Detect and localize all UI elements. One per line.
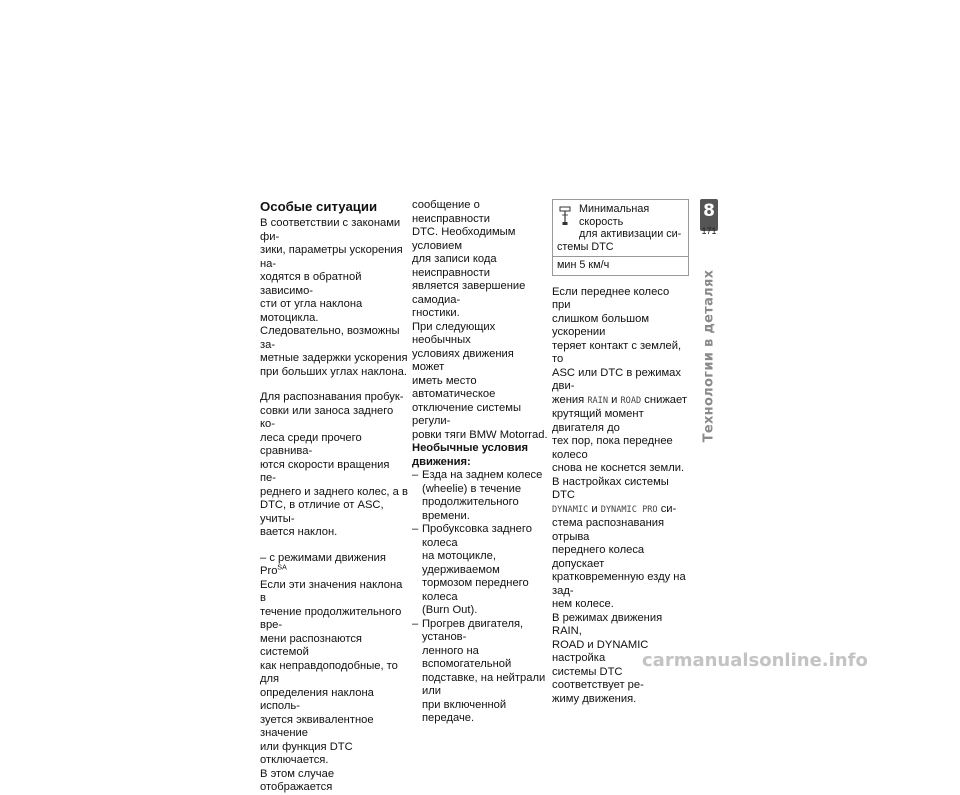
text-line: Если эти значения наклона в: [260, 578, 403, 604]
text-line: отключение системы регули-: [412, 401, 521, 427]
text-line: Пробуксовка заднего колеса: [422, 523, 532, 549]
text-line: крутящий момент двигателя до: [552, 408, 644, 434]
chapter-side-title: Технологии в деталях: [701, 269, 717, 443]
text-line: леса среди прочего сравнива-: [260, 431, 362, 457]
text-line: на мотоцикле, удерживаемом: [422, 550, 500, 576]
text-line: метные задержки ускорения: [260, 352, 408, 364]
infobox-value: мин 5 км/ч: [553, 256, 688, 275]
text-line: совки или заноса заднего ко-: [260, 404, 394, 430]
text-line: является завершение самодиа-: [412, 280, 526, 306]
text-line: мени распознаются системой: [260, 632, 362, 658]
text-line: [552, 503, 676, 515]
list-item: [412, 618, 548, 726]
text-line: переднего колеса допускает: [552, 544, 645, 570]
text-line: В режимах движения RAIN,: [552, 611, 663, 637]
mode-rain-label: RAIN: [587, 395, 609, 406]
list-item: [412, 523, 548, 618]
list-item: [412, 469, 548, 523]
text-fragment: и: [588, 502, 601, 515]
tool-icon: [559, 206, 571, 226]
text-line: для записи кода неисправности: [412, 253, 497, 279]
text-line: При следующих необычных: [412, 320, 496, 346]
mode-condition: [260, 552, 408, 579]
text-line: вается наклон.: [260, 526, 338, 538]
paragraph: [260, 217, 408, 379]
paragraph: [260, 391, 408, 540]
text-line: сообщение о неисправности: [412, 199, 491, 225]
text-line: DTC. Необходимым условием: [412, 226, 516, 252]
text-line: ются скорости вращения пе-: [260, 458, 390, 484]
mode-dynamic-label: DYNAMIC: [552, 504, 589, 515]
text-line: как неправдоподобные, то для: [260, 659, 398, 685]
text-line: (wheelie) в течение: [422, 482, 522, 495]
text-line: снова не коснется земли.: [552, 462, 685, 474]
text-line: Прогрев двигателя, установ-: [422, 617, 524, 643]
dash-bullet: –: [412, 523, 419, 535]
text-line: кратковременную езду на зад-: [552, 571, 686, 597]
text-line: иметь место автоматическое: [412, 374, 496, 400]
text-line: гностики.: [412, 307, 460, 319]
paragraph: [260, 579, 408, 795]
text-line: зуется эквивалентное значение: [260, 713, 374, 739]
spec-infobox: [552, 199, 689, 276]
text-fragment: си-: [657, 502, 677, 515]
subheading: [412, 442, 548, 469]
text-line: жиму движения.: [552, 692, 637, 705]
text-line: течение продолжительного вре-: [260, 605, 402, 631]
text-line: при включенной передаче.: [422, 698, 507, 724]
column-1: [260, 199, 408, 795]
text-line: Для распознавания пробук-: [260, 391, 404, 403]
text-line: продолжительного времени.: [422, 496, 519, 522]
text-line: (Burn Out).: [422, 604, 478, 616]
paragraph: [552, 286, 689, 707]
text-line: тормозом переднего колеса: [422, 577, 529, 603]
text-line: условиях движения может: [412, 347, 514, 373]
subheading-line: Необычные условия: [412, 442, 528, 454]
subheading-line: движения:: [412, 455, 471, 468]
sa-superscript: SA: [277, 564, 287, 572]
text-line: стема распознавания отрыва: [552, 517, 665, 543]
text-line: Следовательно, возможны за-: [260, 325, 400, 351]
text-line: зики, параметры ускорения на-: [260, 244, 403, 270]
dash-bullet: –: [412, 469, 419, 481]
text-line: ходятся в обратной зависимо-: [260, 271, 362, 297]
text-line: нем колесе.: [552, 598, 614, 610]
text-line: теряет контакт с землей, то: [552, 339, 682, 365]
text-line: Если переднее колесо при: [552, 285, 670, 311]
text-line: DTC, в отличие от ASC, учиты-: [260, 499, 384, 525]
text-line: В соответствии с законами фи-: [260, 217, 401, 243]
text-line: В этом случае отображается: [260, 767, 335, 793]
infobox-title: стемы DTC: [557, 240, 614, 253]
paragraph: [412, 199, 548, 442]
dash-bullet: –: [412, 617, 419, 630]
text-line: системы DTC соответствует ре-: [552, 665, 644, 691]
text-line: [552, 394, 687, 406]
text-line: определения наклона исполь-: [260, 686, 374, 712]
text-line: ASC или DTC в режимах дви-: [552, 366, 681, 392]
watermark: carmanualsonline.info: [642, 650, 868, 671]
infobox-header: [553, 200, 688, 256]
column-2: [412, 199, 548, 726]
text-fragment: и: [608, 393, 621, 406]
text-line: Езда на заднем колесе: [422, 469, 543, 481]
page-number: 171: [701, 226, 717, 236]
infobox-title: для активизации си-: [579, 228, 682, 240]
text-fragment: снижает: [641, 393, 687, 406]
text-line: ровки тяги BMW Motorrad.: [412, 428, 548, 441]
column-3: [552, 199, 689, 706]
mode-condition-text: – с режимами движения Pro: [260, 551, 386, 577]
mode-dynamic-pro-label: DYNAMIC PRO: [600, 504, 658, 515]
section-heading: Особые ситуации: [260, 199, 378, 214]
text-fragment: жения: [552, 393, 588, 406]
text-line: ROAD и DYNAMIC настройка: [552, 638, 649, 664]
text-line: В настройках системы DTC: [552, 475, 669, 501]
infobox-title: Минимальная скорость: [579, 203, 650, 228]
text-line: при больших углах наклона.: [260, 365, 407, 378]
mode-road-label: ROAD: [620, 395, 642, 406]
text-line: реднего и заднего колес, а в: [260, 485, 408, 498]
text-line: сти от угла наклона мотоцикла.: [260, 298, 363, 324]
text-line: слишком большом ускорении: [552, 312, 650, 338]
text-line: подставке, на нейтрали или: [422, 671, 546, 697]
text-line: или функция DTC отключается.: [260, 740, 353, 766]
text-line: ленного на вспомогательной: [422, 644, 512, 670]
text-line: тех пор, пока переднее колесо: [552, 435, 673, 461]
chapter-badge: 8: [700, 199, 718, 231]
